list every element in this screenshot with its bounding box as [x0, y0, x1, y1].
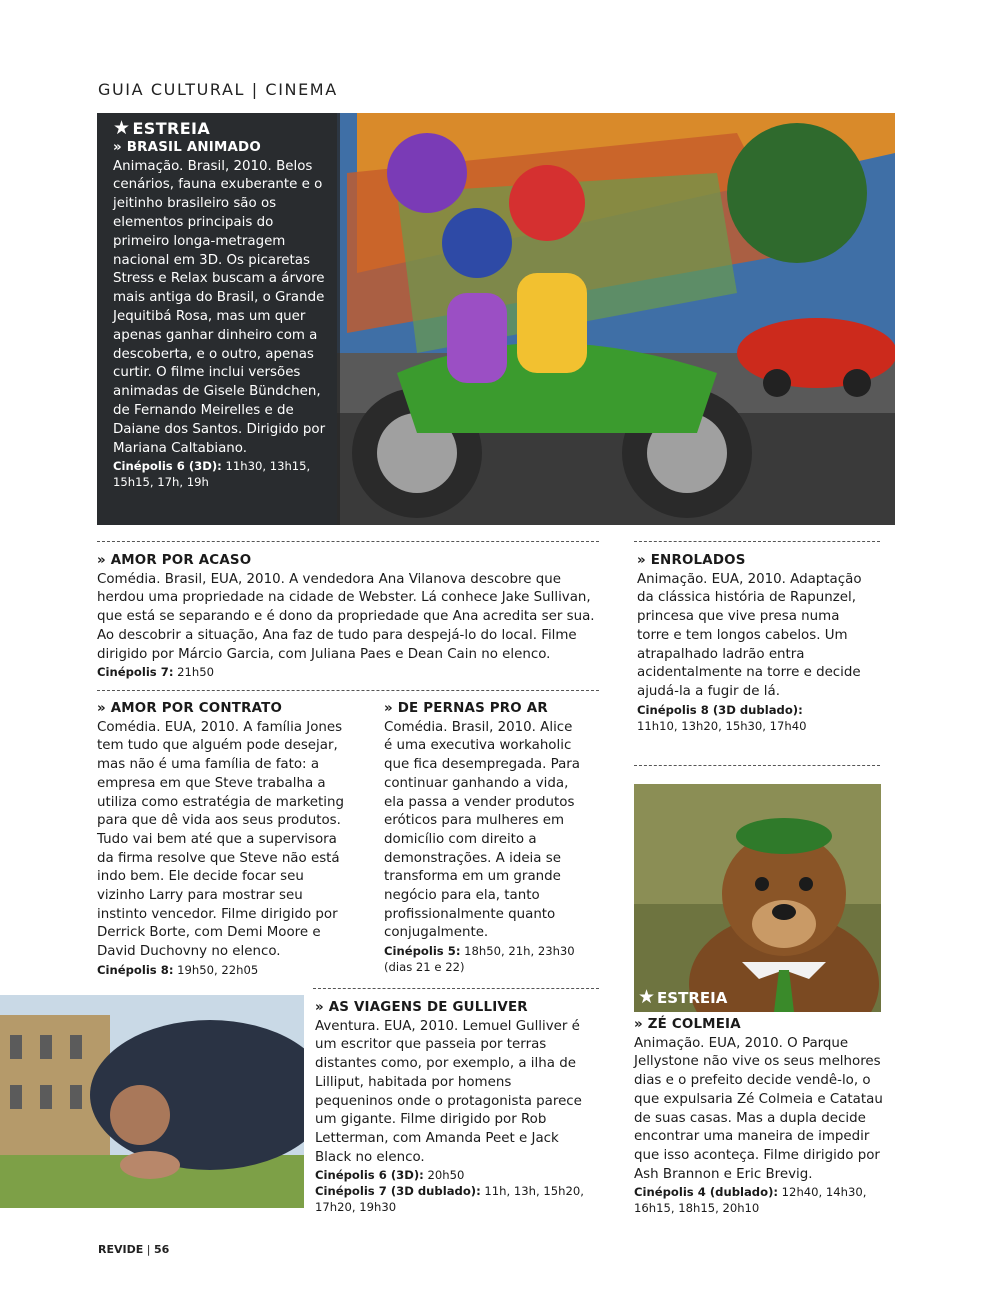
movie-amor-por-acaso — [97, 552, 597, 680]
cinema-name: Cinépolis 8: — [97, 962, 174, 977]
movie-title: » AMOR POR CONTRATO — [97, 701, 283, 716]
page-number: 56 — [153, 1243, 170, 1256]
movie-schedule — [315, 1167, 585, 1215]
gulliver-image — [0, 995, 304, 1208]
movie-ze-colmeia — [634, 1016, 884, 1216]
movie-title: » DE PERNAS PRO AR — [384, 701, 548, 716]
movie-schedule — [637, 702, 867, 734]
ze-colmeia-photo — [634, 784, 881, 1012]
section-title: GUIA CULTURAL | CINEMA — [98, 80, 338, 99]
showtimes: 11h10, 13h20, 15h30, 17h40 — [637, 718, 807, 733]
movie-synopsis: Comédia. Brasil, 2010. Alice é uma executiva workaholic que fica desempregada. Para continuar ganhando a vida, ela passa a vender produtos eróticos para mulheres em domicílio com direito a demonstrações. A ideia se transforma em um grande negócio para ela, tanto profissionalmente quanto conjugalmente. — [384, 719, 581, 941]
movie-de-pernas-pro-ar — [384, 700, 584, 975]
estreia-badge — [638, 986, 727, 1008]
movie-title: » AMOR POR ACASO — [97, 553, 252, 568]
movie-schedule — [113, 458, 328, 490]
movie-synopsis: Comédia. Brasil, EUA, 2010. A vendedora Ana Vilanova descobre que herdou uma propriedade na cidade de Webster. Lá conhece Jake Sullivan, que está se separando e é dono da propriedade que Ana acredita ser sua. Ao descobrir a situação, Ana faz de tudo para despejá-lo do local. Filme dirigido por Márcio Garcia, com Juliana Paes e Dean Cain no elenco. — [97, 571, 595, 662]
estreia-badge — [113, 119, 328, 139]
cinema-name: Cinépolis 7: — [97, 665, 174, 680]
movie-synopsis: Animação. Brasil, 2010. Belos cenários, fauna exuberante e o jeitinho brasileiro são os elementos principais do primeiro longa-metragem nacional em 3D. Os picaretas Stress e Relax buscam a árvore mais antiga do Brasil, o Grande Jequitibá Rosa, mas um quer apenas ganhar dinheiro com a descoberta, e o outro, apenas curtir. O filme inclui versões animadas de Gisele Bündchen, de Fernando Meirelles e de Daiane dos Santos. Dirigido por Mariana Caltabiano. — [113, 158, 326, 456]
magazine-name: REVIDE — [98, 1243, 144, 1256]
cinema-name: Cinépolis 5: — [384, 944, 461, 959]
movie-synopsis: Animação. EUA, 2010. Adaptação da clássica história de Rapunzel, princesa que vive presa numa torre e tem longos cabelos. Um atrapalhado ladrão entra acidentalmente na torre e decide ajudá-la a fugir de lá. — [637, 571, 862, 699]
movie-schedule — [634, 1184, 884, 1216]
gulliver-photo — [0, 995, 304, 1208]
divider — [634, 765, 880, 766]
divider — [97, 690, 599, 691]
star-icon: ★ — [113, 117, 131, 139]
hero-text-panel — [97, 113, 340, 525]
divider — [97, 541, 599, 542]
footer-separator: | — [143, 1243, 154, 1256]
showtimes: 20h50 — [423, 1168, 465, 1183]
cinema-name: Cinépolis 6 (3D): — [113, 459, 222, 474]
hero-banner — [97, 113, 895, 525]
cinema-name: Cinépolis 4 (dublado): — [634, 1185, 778, 1200]
divider — [313, 988, 599, 989]
page-footer — [98, 1243, 169, 1256]
movie-as-viagens-de-gulliver — [315, 999, 585, 1215]
movie-title: » AS VIAGENS DE GULLIVER — [315, 1000, 528, 1015]
showtimes: 21h50 — [173, 665, 214, 680]
movie-amor-por-contrato — [97, 700, 352, 978]
star-icon: ★ — [638, 986, 656, 1008]
movie-synopsis: Aventura. EUA, 2010. Lemuel Gulliver é um escritor que passeia por terras distantes como, por exemplo, a ilha de Lilliput, habitada por homens pequeninos onde o protagonista parece um gigante. Filme dirigido por Rob Letterman, com Amanda Peet e Jack Black no elenco. — [315, 1018, 582, 1165]
showtimes: 19h50, 22h05 — [173, 962, 259, 977]
bear-image — [634, 784, 881, 1012]
movie-brasil-animado — [113, 119, 328, 490]
showtimes: 18h50, 21h, 23h30 (dias 21 e 22) — [384, 944, 575, 975]
movie-title: » ENROLADOS — [637, 553, 746, 568]
showtimes: 11h, 13h, 15h20, 17h20, 19h30 — [315, 1184, 584, 1215]
cinema-name: Cinépolis 7 (3D dublado): — [315, 1184, 481, 1199]
showtimes: 11h30, 13h15, 15h15, 17h, 19h — [113, 459, 311, 490]
movie-enrolados — [637, 552, 867, 734]
cinema-name: Cinépolis 8 (3D dublado): — [637, 702, 803, 717]
movie-schedule — [97, 664, 597, 680]
movie-title: » BRASIL ANIMADO — [113, 139, 261, 155]
movie-schedule — [384, 943, 584, 975]
badge-label: ESTREIA — [657, 989, 728, 1007]
movie-synopsis: Comédia. EUA, 2010. A família Jones tem tudo que alguém pode desejar, mas não é uma família de fato: a empresa em que Steve trabalha a utiliza como estratégia de marketing para que dê vida aos seus produtos. Tudo vai bem até que a supervisora da firma resolve que Steve não está indo bem. Ele decide focar seu vizinho Larry para mostrar seu instinto vencedor. Filme dirigido por Derrick Borte, com Demi Moore e David Duchovny no elenco. — [97, 719, 345, 960]
badge-label: ESTREIA — [132, 119, 211, 138]
movie-schedule — [97, 962, 352, 978]
showtimes: 12h40, 14h30, 16h15, 18h15, 20h10 — [634, 1185, 867, 1216]
movie-title: » ZÉ COLMEIA — [634, 1017, 741, 1032]
movie-synopsis: Animação. EUA, 2010. O Parque Jellystone não vive os seus melhores dias e o prefeito decide vendê-lo, o que expulsaria Zé Colmeia e Catatau de suas casas. Mas a dupla decide encontrar uma maneira de impedir que isso aconteça. Filme dirigido por Ash Brannon e Eric Brevig. — [634, 1035, 883, 1182]
divider — [634, 541, 880, 542]
cinema-name: Cinépolis 6 (3D): — [315, 1168, 424, 1183]
